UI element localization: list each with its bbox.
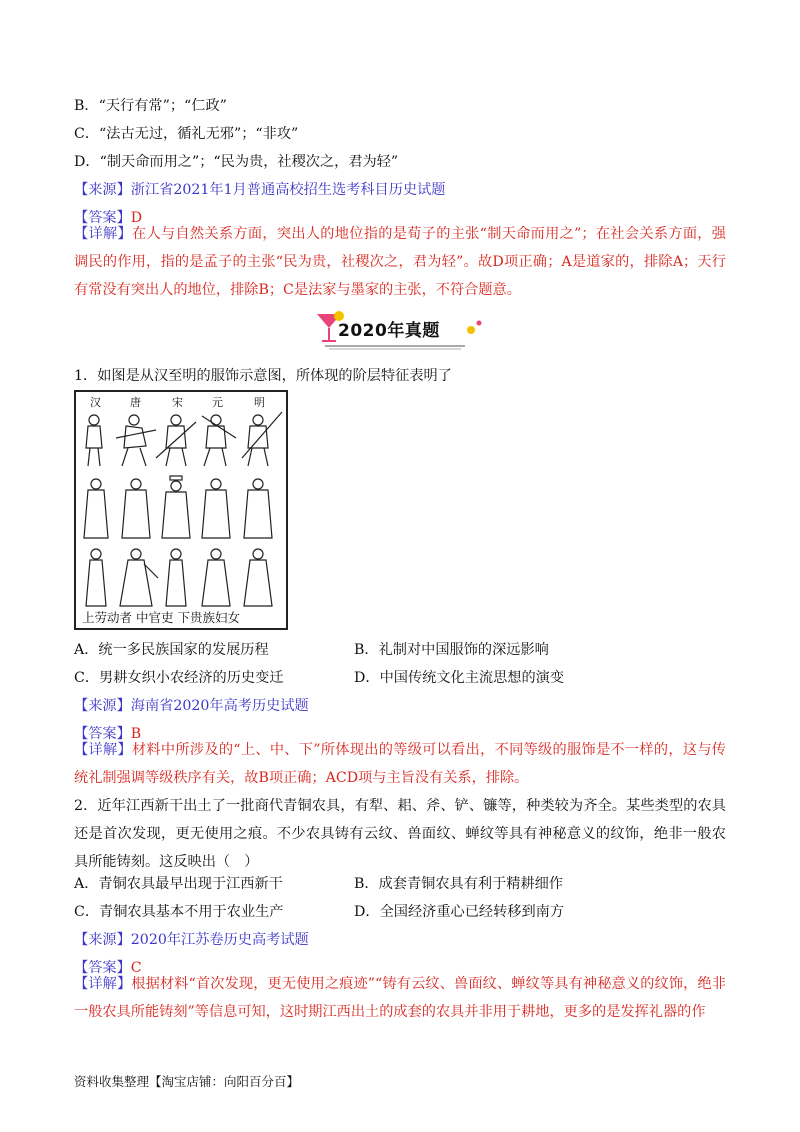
page-footer: 资料收集整理【淘宝店铺：向阳百分百】 — [74, 1074, 300, 1089]
source-text: 浙江省2021年1月普通高校招生选考科目历史试题 — [130, 182, 446, 198]
prev-option-d: D．“制天命而用之”；“民为贵，社稷次之，君为轻” — [74, 154, 399, 170]
noble-woman-figure — [202, 549, 230, 606]
noble-woman-figure — [86, 549, 106, 606]
prev-source — [74, 180, 445, 200]
dynasty-label: 宋 — [172, 396, 183, 409]
noble-woman-figure — [244, 549, 272, 606]
q1-option-b: B．礼制对中国服饰的深远影响 — [354, 642, 549, 658]
detail-text: 在人与自然关系方面，突出人的地位指的是荀子的主张“制天命而用之”；在社会关系方面，强调民的作用，指的是孟子的主张“民为贵，社稷次之，君为轻”。故D项正确；A是道家的，排除A；天行有常没有突出人的地位，排除B；C是法家与墨家的主张，不符合题意。 — [74, 226, 726, 298]
q1-option-c: C．男耕女织小农经济的历史变迁 — [74, 670, 284, 686]
figure-caption: 上劳动者 中官吏 下贵族妇女 — [82, 610, 240, 625]
q2-option-a: A．青铜农具最早出现于江西新干 — [74, 876, 283, 892]
source-tag: 【来源】 — [74, 698, 131, 714]
q2-option-d: D．全国经济重心已经转移到南方 — [354, 904, 565, 920]
q2-option-b: B．成套青铜农具有利于精耕细作 — [354, 876, 564, 892]
answer-tag: 【答案】 — [74, 960, 131, 976]
official-figure — [122, 479, 150, 538]
laborer-figure — [156, 415, 196, 466]
prev-option-c: C．“法古无过，循礼无邪”；“非攻” — [74, 126, 299, 142]
dynasty-label: 明 — [254, 396, 265, 409]
answer-tag: 【答案】 — [74, 726, 131, 742]
answer-text: D — [130, 210, 143, 226]
source-text: 2020年江苏卷历史高考试题 — [130, 932, 309, 948]
official-figure — [162, 476, 190, 538]
detail-tag: 【详解】 — [74, 226, 132, 242]
dynasty-label: 唐 — [130, 396, 141, 409]
prev-detail — [74, 220, 726, 304]
q2-detail — [74, 970, 726, 1026]
dynasty-label: 汉 — [90, 396, 101, 409]
laborer-figure — [202, 415, 236, 466]
official-figure — [202, 479, 230, 538]
source-tag: 【来源】 — [74, 182, 131, 198]
costume-figure — [74, 390, 288, 630]
noble-woman-figure — [120, 549, 158, 606]
laborer-figure — [116, 415, 156, 466]
q1-source — [74, 696, 309, 716]
q1-stem: 1．如图是从汉至明的服饰示意图，所体现的阶层特征表明了 — [74, 368, 452, 384]
detail-tag: 【详解】 — [74, 742, 132, 758]
q2-source — [74, 930, 309, 950]
source-text: 海南省2020年高考历史试题 — [130, 698, 309, 714]
official-figure — [244, 479, 272, 538]
answer-tag: 【答案】 — [74, 210, 131, 226]
dynasty-label: 元 — [212, 396, 223, 409]
q1-option-a: A．统一多民族国家的发展历程 — [74, 642, 269, 658]
official-figure — [84, 479, 108, 538]
laborer-figure — [86, 415, 102, 466]
figure-illustration — [76, 408, 286, 608]
noble-woman-figure — [166, 549, 186, 606]
answer-text: C — [130, 960, 142, 976]
detail-text: 材料中所涉及的“上、中、下”所体现出的等级可以看出，不同等级的服饰是不一样的，这与传统礼制强调等级秩序有关，故B项正确；ACD项与主旨没有关系，排除。 — [74, 742, 726, 786]
q2-stem: 2．近年江西新干出土了一批商代青铜农具，有犁、耜、斧、铲、镰等，种类较为齐全。某些类型的农具还是首次发现，更无使用之痕。不少农具铸有云纹、兽面纹、蝉纹等具有神秘意义的纹饰，绝非一般农具所能铸刻。这反映出（ ） — [74, 798, 726, 870]
q1-option-d: D．中国传统文化主流思想的演变 — [354, 670, 565, 686]
prev-option-b: B．“天行有常”；“仁政” — [74, 98, 227, 114]
q1-detail — [74, 736, 726, 792]
detail-text: 根据材料“首次发现，更无使用之痕迹”“铸有云纹、兽面纹、蝉纹等具有神秘意义的纹饰，绝非一般农具所能铸刻”等信息可知，这时期江西出土的成套的农具并非用于耕地，更多的是发挥礼器的作 — [74, 976, 726, 1020]
detail-tag: 【详解】 — [74, 976, 132, 992]
source-tag: 【来源】 — [74, 932, 131, 948]
q2-option-c: C．青铜农具基本不用于农业生产 — [74, 904, 284, 920]
answer-text: B — [130, 726, 142, 742]
laborer-figure — [242, 412, 282, 466]
section-title: 2020年真题 — [338, 321, 440, 341]
